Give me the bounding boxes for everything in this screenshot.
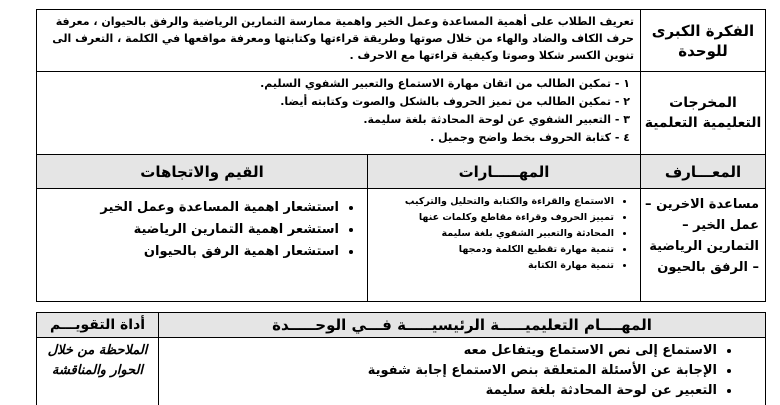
values-cell [36, 188, 368, 302]
big-idea-text-cell [36, 9, 641, 72]
outcomes-list-cell [36, 71, 641, 155]
knowledge-cell [640, 188, 766, 302]
tasks-header-cell [158, 312, 766, 338]
value-item: • استشعر اهمية التمارين الرياضية [37, 219, 339, 241]
skills-list [368, 194, 632, 274]
values-header-cell [36, 154, 368, 189]
task-item: • الإجابة عن الأسئلة المتعلقة بنص الاستماع إجابة شفوية [159, 361, 717, 381]
skills-header-cell [367, 154, 641, 189]
skill-item: • تنمية مهارة تقطيع الكلمة ودمجها [368, 242, 614, 258]
assessment-text: الملاحظة من خلال الحوار والمناقشة [47, 343, 148, 378]
assessment-cell [36, 337, 159, 405]
knowledge-header-cell [640, 154, 766, 189]
skills-cell [367, 188, 641, 302]
skill-item: • تنمية مهارة الكتابة [368, 258, 614, 274]
big-idea-text: تعريف الطلاب على أهمية المساعدة وعمل الخير واهمية ممارسة التمارين الرياضية والرفق بالحيوان ، معرفة حرف الكاف والضاد والهاء من خلال صوتها وطريقة قراءتها وكتابتها ومعرفة مواقعها في الكلمة ، التعرف الى تنوين الكسر شكلا وصوتا وكيفية قراءتها مع الاحرف . [52, 15, 634, 62]
outcome-item: ٢ - تمكين الطالب من تميز الحروف بالشكل والصوت وكتابته أيضا. [280, 95, 630, 108]
outcomes-label-cell [640, 71, 766, 155]
value-item: • استشعار اهمية الرفق بالحيوان [37, 241, 339, 263]
skills-header: المهـــــارات [458, 162, 550, 181]
big-idea-label: الفكرة الكبرى للوحدة [651, 21, 755, 60]
knowledge-header: المعـــارف [664, 162, 742, 181]
big-idea-label-cell [640, 9, 766, 72]
values-header: القيم والاتجاهات [140, 162, 264, 181]
skill-item: • المحادثة والتعبير الشفوي بلغة سليمة [368, 226, 614, 242]
tasks-header: المهــــام التعليميـــــة الرئيسيـــــة فـــي الوحـــــدة [272, 316, 652, 334]
task-item: • التعبير عن لوحة المحادثة بلغة سليمة [159, 381, 717, 401]
value-item: • استشعار اهمية المساعدة وعمل الخير [37, 197, 339, 219]
skill-item: • تمييز الحروف وقراءة مقاطع وكلمات عنها [368, 210, 614, 226]
knowledge-text: مساعدة الاخرين – عمل الخير – التمارين الرياضية – الرفق بالحيون [645, 197, 759, 275]
outcome-item: ١ - تمكين الطالب من اتقان مهارة الاستماع والتعبير الشفوي السليم. [260, 77, 630, 90]
outcome-item: ٣ - التعبير الشفوي عن لوحة المحادثة بلغة سليمة. [363, 113, 630, 126]
task-item: • الاستماع إلى نص الاستماع ويتفاعل معه [159, 341, 717, 361]
tasks-list [159, 341, 735, 401]
outcomes-label: المخرجات التعليمية التعلمية [644, 95, 762, 131]
assessment-header-cell [36, 312, 159, 338]
tasks-cell [158, 337, 766, 405]
values-list [37, 197, 357, 263]
assessment-header: أداة التقويـــم [49, 317, 146, 333]
outcome-item: ٤ - كتابة الحروف بخط واضح وجميل . [430, 131, 630, 144]
skill-item: • الاستماع والقراءة والكتابة والتحليل والتركيب [368, 194, 614, 210]
